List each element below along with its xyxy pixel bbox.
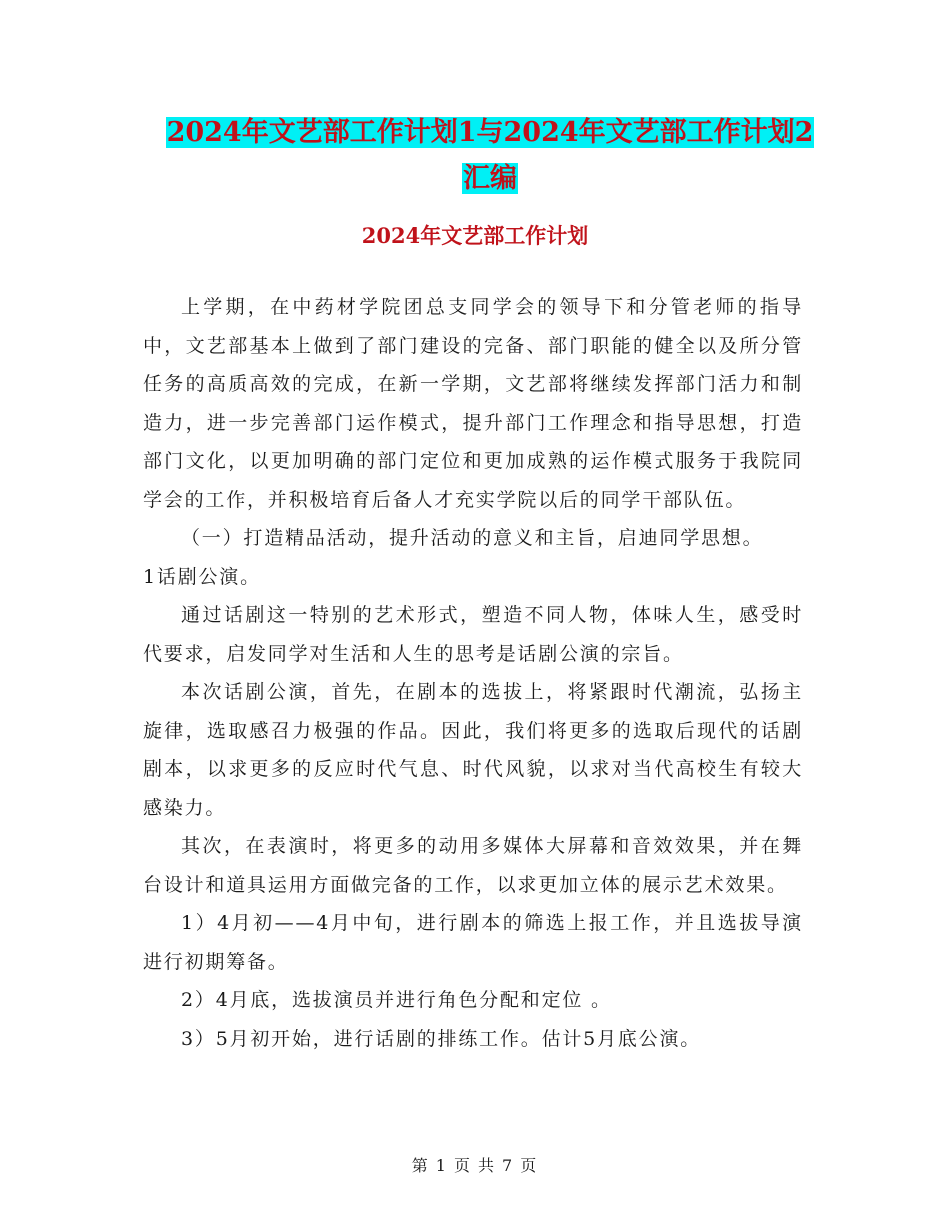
paragraph-schedule-1: 1）4月初——4月中旬，进行剧本的筛选上报工作，并且选拔导演进行初期筹备。 <box>143 912 803 973</box>
paragraph-heading-1: （一）打造精品活动，提升活动的意义和主旨，启迪同学思想。 <box>181 527 764 549</box>
paragraph-item-drama: 1话剧公演。 <box>143 565 261 588</box>
paragraph-drama-purpose: 通过话剧这一特别的艺术形式，塑造不同人物，体味人生，感受时代要求，启发同学对生活和人生的思考是话剧公演的宗旨。 <box>143 604 803 665</box>
document-title <box>140 110 840 202</box>
paragraph-schedule-3: 3）5月初开始，进行话剧的排练工作。估计5月底公演。 <box>181 1027 702 1050</box>
paragraph-drama-script: 本次话剧公演，首先，在剧本的选拔上，将紧跟时代潮流，弘扬主旋律，选取感召力极强的作品。因此，我们将更多的选取后现代的话剧剧本，以求更多的反应时代气息、时代风貌，以求对当代高校生有较大感染力。 <box>143 681 803 819</box>
footer-total-prefix: 共 <box>478 1156 497 1175</box>
footer-prefix: 第 <box>411 1156 430 1175</box>
section-title: 2024年文艺部工作计划 <box>361 223 589 248</box>
paragraph-schedule-2: 2）4月底，选拔演员并进行角色分配和定位 。 <box>181 989 612 1011</box>
footer-total-unit: 页 <box>520 1156 539 1175</box>
page-footer <box>0 1153 950 1176</box>
document-body <box>143 288 803 1058</box>
paragraph-intro: 上学期，在中药材学院团总支同学会的领导下和分管老师的指导中，文艺部基本上做到了部门建设的完备、部门职能的健全以及所分管任务的高质高效的完成，在新一学期，文艺部将继续发挥部门活力和制造力，进一步完善部门运作模式，提升部门工作理念和指导思想，打造部门文化，以更加明确的部门定位和更加成熟的运作模式服务于我院同学会的工作，并积极培育后备人才充实学院以后的同学干部队伍。 <box>143 296 803 511</box>
footer-total-pages: 7 <box>502 1156 515 1175</box>
paragraph-drama-performance: 其次，在表演时，将更多的动用多媒体大屏幕和音效效果，并在舞台设计和道具运用方面做完备的工作，以求更加立体的展示艺术效果。 <box>143 835 803 896</box>
footer-page-unit: 页 <box>453 1156 472 1175</box>
footer-page-number: 1 <box>435 1156 448 1175</box>
document-title-line1: 2024年文艺部工作计划1与2024年文艺部工作计划2 <box>166 117 814 148</box>
document-title-line2: 汇编 <box>463 163 517 194</box>
